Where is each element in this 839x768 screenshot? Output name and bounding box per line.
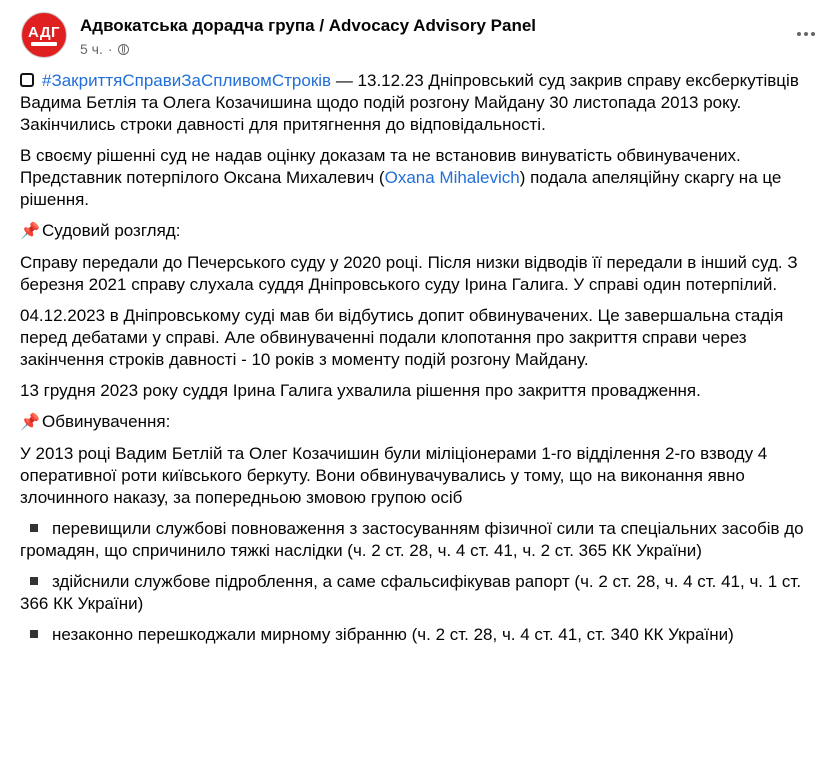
globe-icon: [118, 44, 129, 55]
square-icon: [20, 73, 34, 87]
pushpin-icon: 📌: [20, 223, 40, 240]
paragraph-text: ) подала апеляційну скаргу на це рішення.: [20, 168, 782, 209]
pushpin-icon: 📌: [20, 414, 40, 431]
square-bullet-icon: [30, 524, 38, 532]
hashtag-link[interactable]: #ЗакриттяСправиЗаСпливомСтроків: [42, 71, 332, 90]
list-item: [20, 624, 820, 646]
post-meta: [80, 41, 129, 57]
section-heading-charges: [20, 411, 820, 434]
paragraph-text: — 13.12.23 Дніпровський суд закрив справу ексберкутівців Вадима Бетлія та Олега Козачишина щодо подій розгону Майдану 30 листопада 2013 року. Закінчились строки давності для притягнення до відповідальності.: [20, 71, 799, 134]
more-options-button[interactable]: [791, 24, 821, 44]
post-paragraph-1: [20, 70, 820, 136]
section-heading-trial: [20, 220, 820, 243]
more-horizontal-icon: [797, 32, 801, 36]
square-bullet-icon: [30, 577, 38, 585]
post-header: [21, 12, 821, 62]
avatar-logo-bar: [31, 42, 57, 46]
list-item: [20, 571, 820, 615]
post-paragraph-5: 13 грудня 2023 року суддя Ірина Галига ухвалила рішення про закриття провадження.: [20, 381, 701, 400]
post-paragraph-4: 04.12.2023 в Дніпровському суді мав би відбутись допит обвинувачених. Це завершальна стадія перед дебатами у справі. Але обвинуваченні подали клопотання про закриття справи через закінчення строків давності - 10 років з моменту подій розгону Майдану.: [20, 306, 784, 369]
avatar-logo-text: АДГ: [27, 23, 61, 41]
post-paragraph-6: У 2013 році Вадим Бетлій та Олег Козачишин були міліціонерами 1-го відділення 2-го взводу 4 оперативної роти київського беркуту. Вони обвинувачувались у тому, що на виконання явно злочинного наказу, за попередньою змовою групою осіб: [20, 444, 768, 507]
list-item-text: перевищили службові повноваження з застосуванням фізичної сили та спеціальних засобів до громадян, що спричинило тяжкі наслідки (ч. 2 ст. 28, ч. 4 ст. 41, ч. 2 ст. 365 КК України): [20, 519, 804, 560]
section-title: Судовий розгляд:: [42, 221, 181, 240]
page-name-link[interactable]: Адвокатська дорадча група / Advocacy Advisory Panel: [80, 16, 537, 35]
square-bullet-icon: [30, 630, 38, 638]
post-paragraph-3: Справу передали до Печерського суду у 2020 році. Після низки відводів її передали в інший суд. З березня 2021 справу слухала суддя Дніпровського суду Ірина Галига. У справі один потерпілий.: [20, 253, 798, 294]
post-body: [20, 70, 820, 655]
list-item-text: здійснили службове підроблення, а саме сфальсифікував рапорт (ч. 2 ст. 28, ч. 4 ст. 41, ч. 1 ст. 366 КК України): [20, 572, 802, 613]
list-item-text: незаконно перешкоджали мирному зібранню (ч. 2 ст. 28, ч. 4 ст. 41, ст. 340 КК України): [52, 625, 734, 644]
paragraph-text: В своєму рішенні суд не надав оцінку доказам та не встановив винуватість обвинувачених. Представник потерпілого Оксана Михалевич (: [20, 146, 741, 187]
post-timestamp[interactable]: 5 ч.: [80, 41, 103, 57]
list-item: [20, 518, 820, 562]
mention-link[interactable]: Oxana Mihalevich: [384, 168, 520, 187]
meta-separator: ·: [107, 41, 113, 57]
page-avatar[interactable]: [21, 12, 67, 58]
section-title: Обвинувачення:: [42, 412, 171, 431]
post-paragraph-2: [20, 145, 820, 211]
